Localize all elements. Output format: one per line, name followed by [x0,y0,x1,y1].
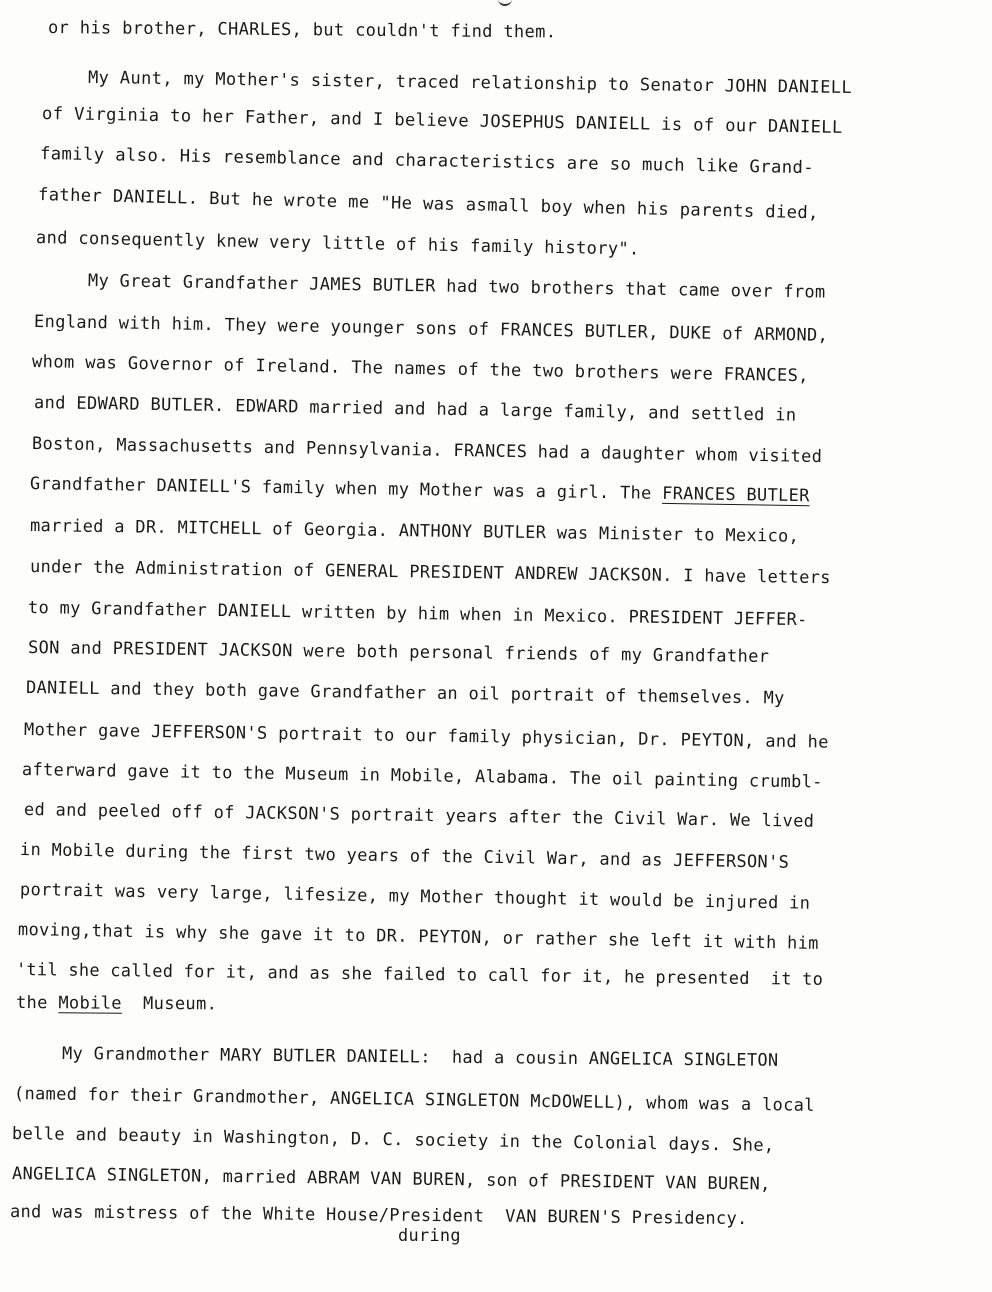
text-line-13: married a DR. MITCHELL of Georgia. ANTHONY BUTLER was Minister to Mexico, [29,516,800,547]
text-line-6: and consequently knew very little of his family history". [35,228,640,260]
text-line-28: belle and beauty in Washington, D. C. society in the Colonial days. She, [11,1124,775,1156]
text-line-25-end: Museum. [121,993,218,1015]
text-line-17: DANIELL and they both gave Grandfather an oil portrait of themselves. My [25,678,785,709]
text-line-26: My Grandmother MARY BUTLER DANIELL: had a cousin ANGELICA SINGLETON [61,1044,779,1071]
text-line-23: moving,that is why she gave it to DR. PEYTON, or rather she left it with him [17,920,819,954]
text-line-27: (named for their Grandmother, ANGELICA SINGLETON McDOWELL), whom was a local [13,1084,815,1116]
text-line-25-part: the [15,993,59,1014]
underlined-word-mobile: Mobile [58,993,122,1014]
text-line-19: afterward gave it to the Museum in Mobile, Alabama. The oil painting crumbl- [21,760,823,793]
text-line-29: ANGELICA SINGLETON, married ABRAM VAN BUREN, son of PRESIDENT VAN BUREN, [11,1164,771,1195]
text-line-10: and EDWARD BUTLER. EDWARD married and had a large family, and settled in [33,393,797,426]
text-line-4: family also. His resemblance and characteristics are so much like Grand- [39,144,815,179]
text-line-8: England with him. They were younger sons of FRANCES BUTLER, DUKE of ARMOND, [33,312,829,346]
insertion-word-during: during [398,1226,461,1246]
text-line-24: 'til she called for it, and as she failed to call for it, he presented it to [15,960,824,990]
text-line-9: whom was Governor of Ireland. The names of the two brothers were FRANCES, [31,352,810,387]
underlined-name-frances-butler: FRANCES BUTLER [662,483,810,507]
text-line-12 [30,476,810,505]
text-line-7: My Great Grandfather JAMES BUTLER had two brothers that came over from [87,271,826,303]
text-line-11: Boston, Massachusetts and Pennsylvania. FRANCES had a daughter whom visited [31,434,823,468]
text-line-16: SON and PRESIDENT JACKSON were both personal friends of my Grandfather [27,638,770,668]
text-line-22: portrait was very large, lifesize, my Mother thought it would be injured in [19,880,811,914]
text-line-21: in Mobile during the first two years of the Civil War, and as JEFFERSON'S [19,840,790,873]
text-line-3: of Virginia to her Father, and I believe JOSEPHUS DANIELL is of our DANIELL [41,104,843,138]
text-line-20: ed and peeled off of JACKSON'S portrait years after the Civil War. We lived [23,800,815,832]
text-line-18: Mother gave JEFFERSON'S portrait to our family physician, Dr. PEYTON, and he [23,720,829,753]
text-line-2: My Aunt, my Mother's sister, traced relationship to Senator JOHN DANIELL [87,68,853,99]
text-line-5: father DANIELL. But he wrote me "He was asmall boy when his parents died, [37,185,819,224]
text-line-1: or his brother, CHARLES, but couldn't find them. [47,18,557,43]
text-line-12-part: Grandfather DANIELL'S family when my Mother was a girl. The [29,474,663,504]
text-line-30: and was mistress of the White House/President VAN BUREN'S Presidency. [9,1202,748,1230]
page-number-fragment [498,0,512,6]
text-line-15: to my Grandfather DANIELL written by him when in Mexico. PRESIDENT JEFFER- [27,598,808,631]
text-line-25 [16,995,217,1014]
text-line-14: under the Administration of GENERAL PRESIDENT ANDREW JACKSON. I have letters [29,557,831,589]
